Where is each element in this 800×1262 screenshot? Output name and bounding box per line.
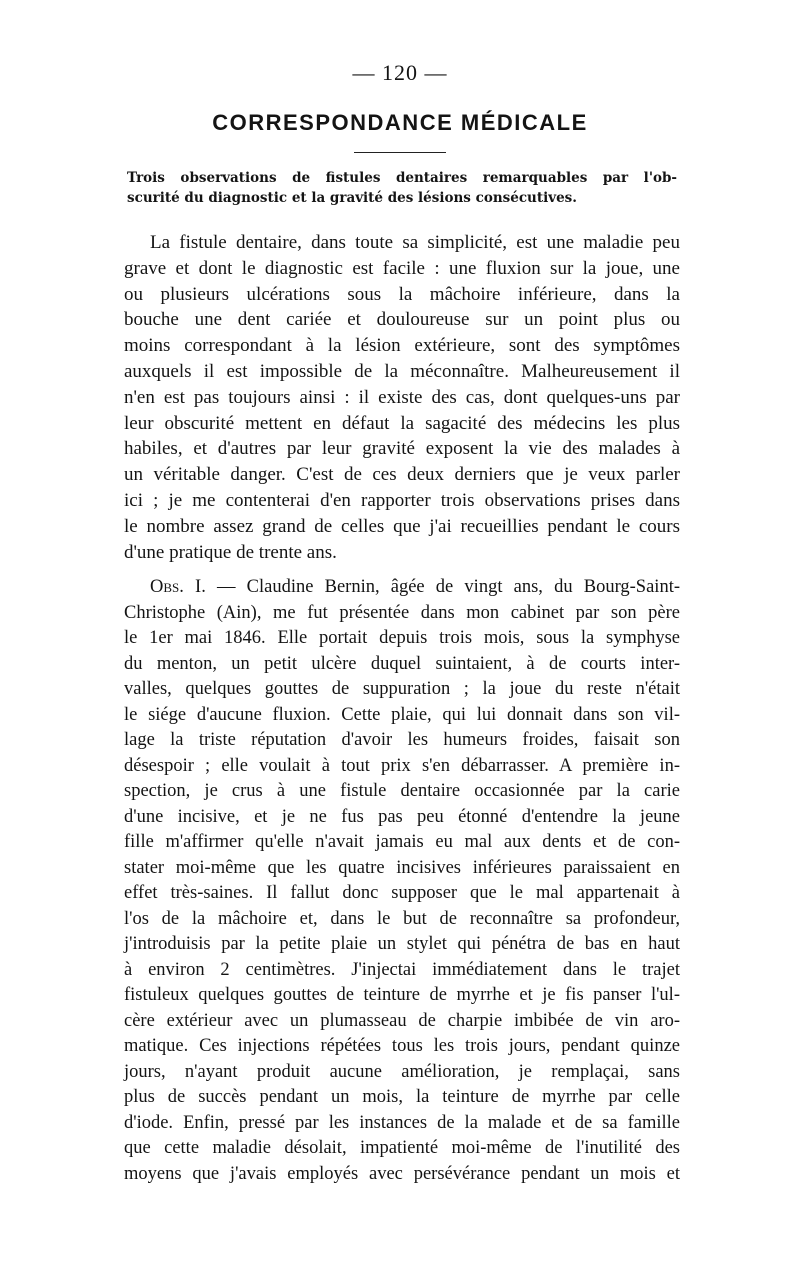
text-line: habiles, et d'autres par leur gravité exposent la vie des malades à <box>124 438 680 460</box>
text-line: leur obscurité mettent en défaut la sagacité des médecins les plus <box>124 412 680 434</box>
text-line: stater moi-même que les quatre incisives inférieures paraissaient en <box>124 857 680 878</box>
text-line: ici ; je me contenterai d'en rapporter trois observations prises dans <box>124 489 680 511</box>
text-line: à environ 2 centimètres. J'injectai immédiatement dans le trajet <box>124 959 680 980</box>
text-line: ou plusieurs ulcérations sous la mâchoire inférieure, dans la <box>124 283 680 305</box>
section-title: CORRESPONDANCE MÉDICALE <box>212 110 588 135</box>
text-line: un véritable danger. C'est de ces deux derniers que je veux parler <box>124 464 680 486</box>
text-line: que cette maladie désolait, impatienté moi-même de l'inutilité des <box>124 1138 680 1158</box>
text-line: valles, quelques gouttes de suppuration ; la joue du reste n'était <box>124 679 680 699</box>
paragraph-intro <box>124 230 680 565</box>
text-line: n'en est pas toujours ainsi : il existe des cas, dont quelques-uns par <box>124 386 680 408</box>
text-line: du menton, un petit ulcère duquel suintaient, à de courts inter- <box>124 653 680 674</box>
observation-label: Obs. I. <box>150 577 206 597</box>
text-line: j'introduisis par la petite plaie un stylet qui pénétra de bas en haut <box>124 934 680 954</box>
page-number: — 120 — <box>352 60 448 85</box>
text-line: spection, je crus à une fistule dentaire occasionnée par la carie <box>124 781 680 801</box>
text-line: le 1er mai 1846. Elle portait depuis trois mois, sous la symphyse <box>124 628 680 648</box>
text-line: grave et dont le diagnostic est facile : une fluxion sur la joue, une <box>124 257 680 279</box>
text-line: l'os de la mâchoire et, dans le but de reconnaître sa profondeur, <box>124 908 680 929</box>
article-subtitle <box>127 168 677 208</box>
text-line: auxquels il est impossible de la méconnaître. Malheureusement il <box>124 360 680 382</box>
text-line: le nombre assez grand de celles que j'ai recueillies pendant le cours <box>124 515 680 537</box>
subtitle-line: Trois observations de fistules dentaires remarquables par l'ob- <box>127 170 677 186</box>
text-line: le siége d'aucune fluxion. Cette plaie, qui lui donnait dans son vil- <box>124 704 680 725</box>
title-rule <box>354 152 446 153</box>
text-line <box>124 575 680 601</box>
text-line: moyens que j'avais employés avec persévérance pendant un mois et <box>124 1163 680 1184</box>
text-line: cère extérieur avec un plumasseau de charpie imbibée de vin aro- <box>124 1010 680 1031</box>
text-line: Christophe (Ain), me fut présentée dans mon cabinet par son père <box>124 602 680 623</box>
text-line: jours, n'ayant produit aucune amélioration, je remplaçai, sans <box>124 1061 680 1082</box>
text-line: La fistule dentaire, dans toute sa simplicité, est une maladie peu <box>150 232 680 253</box>
text-line: d'iode. Enfin, pressé par les instances de la malade et de sa famille <box>124 1112 680 1133</box>
text-line: d'une incisive, et je ne fus pas peu étonné d'entendre la jeune <box>124 806 680 827</box>
text-line: effet très-saines. Il fallut donc supposer que le mal appartenait à <box>124 883 680 903</box>
text-line: lage la triste réputation d'avoir les humeurs froides, faisait son <box>124 730 680 750</box>
text-line: fille m'affirmer qu'elle n'avait jamais eu mal aux dents et de con- <box>124 832 680 852</box>
text-line: bouche une dent cariée et douloureuse sur un point plus ou <box>124 309 680 331</box>
text-line: moins correspondant à la lésion extérieure, sont des symptômes <box>124 335 680 357</box>
text-line: d'une pratique de trente ans. <box>124 541 337 563</box>
subtitle-line: scurité du diagnostic et la gravité des lésions consécutives. <box>127 190 577 206</box>
text-line: plus de succès pendant un mois, la teinture de myrrhe par celle <box>124 1087 680 1107</box>
text-line: désespoir ; elle voulait à tout prix s'en débarrasser. A première in- <box>124 755 680 776</box>
text-line: fistuleux quelques gouttes de teinture de myrrhe et je fis panser l'ul- <box>124 985 680 1005</box>
text-line: matique. Ces injections répétées tous les trois jours, pendant quinze <box>124 1036 680 1056</box>
paragraph-observation-1 <box>124 575 680 1187</box>
observation-first-line: — Claudine Bernin, âgée de vingt ans, du Bourg-Saint- <box>205 577 681 597</box>
